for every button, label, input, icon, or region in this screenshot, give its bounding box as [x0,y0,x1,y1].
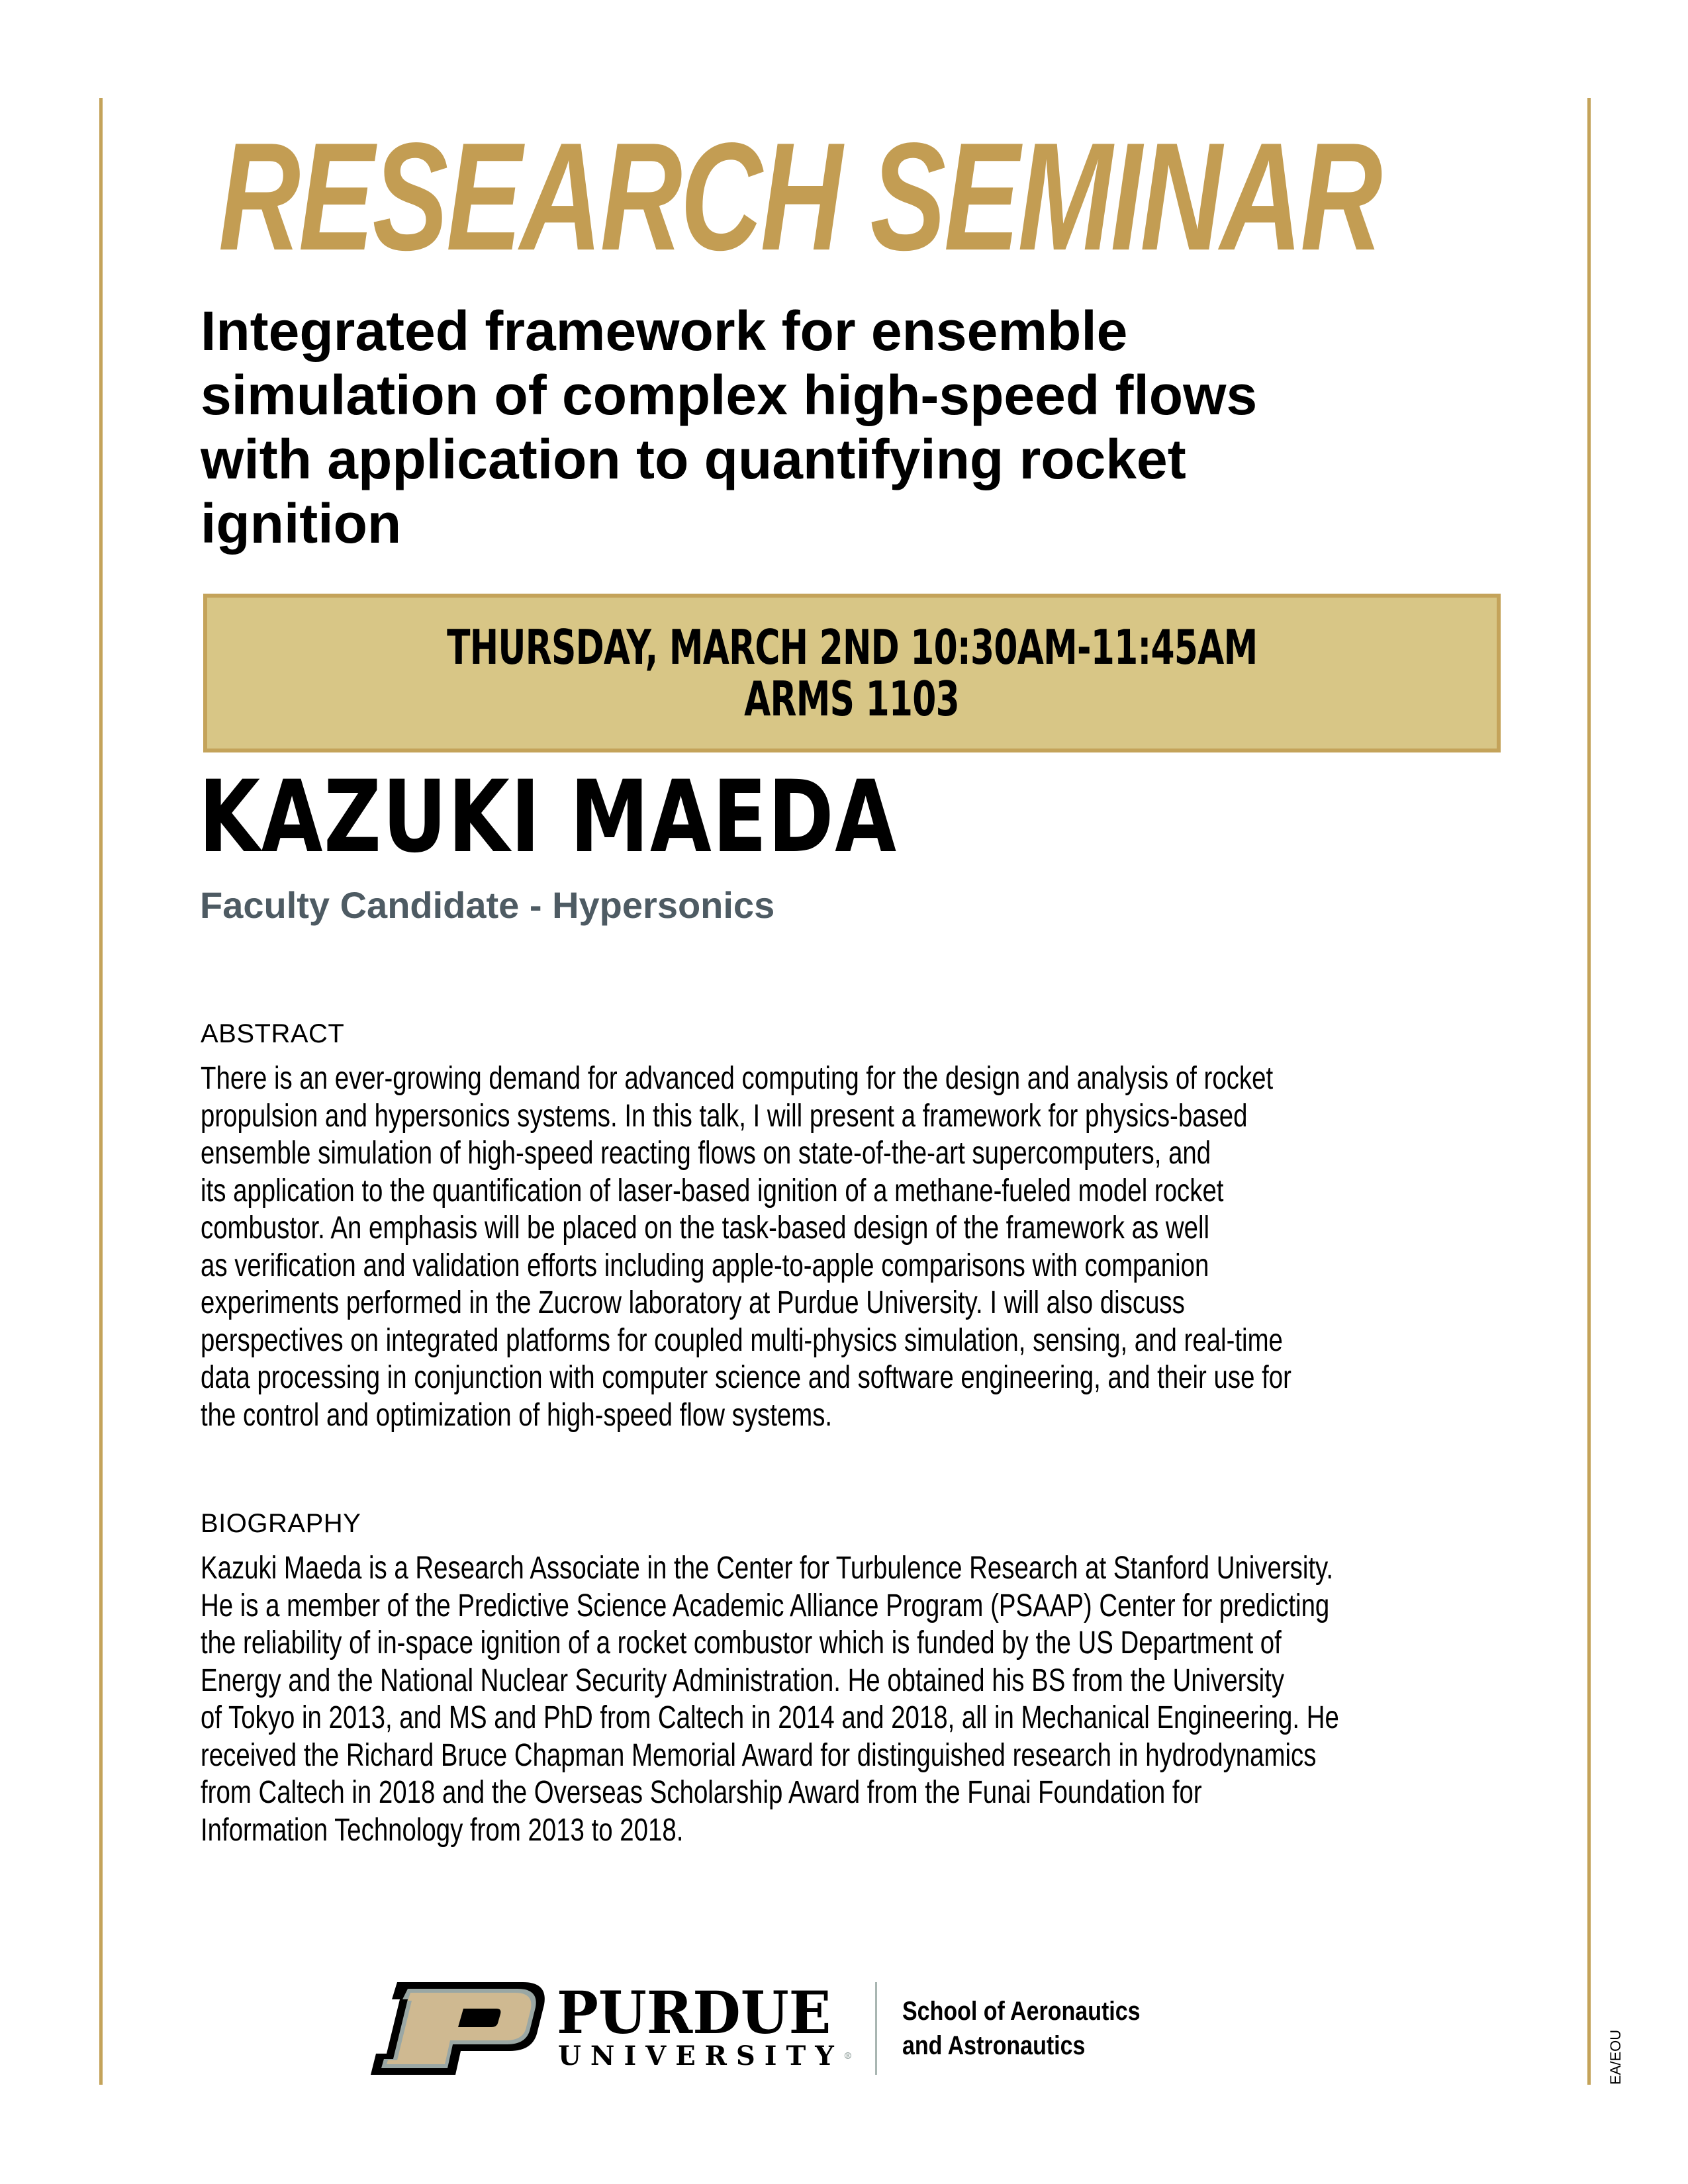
abstract-line: ensemble simulation of high-speed reacting flows on state-of-the-art supercomputers, and [201,1136,1211,1171]
speaker-name: KAZUKI MAEDA [199,760,898,875]
biography-line: Energy and the National Nuclear Security Administration. He obtained his BS from the University [201,1662,1285,1698]
abstract-body [201,1060,1472,1434]
biography-line: the reliability of in-space ignition of a rocket combustor which is funded by the US Department of [201,1625,1282,1661]
school-name [902,1994,1141,2063]
left-border-line [99,98,103,2085]
talk-title-line: ignition [201,492,402,555]
biography-line: of Tokyo in 2013, and MS and PhD from Caltech in 2014 and 2018, all in Mechanical Engineering. He [201,1700,1339,1735]
purdue-footer-logo [371,1979,1182,2078]
abstract-line: data processing in conjunction with computer science and software engineering, and their use for [201,1360,1291,1395]
biography-line: received the Richard Bruce Chapman Memorial Award for distinguished research in hydrodynamics [201,1737,1317,1773]
banner-title: RESEARCH SEMINAR [218,111,1381,283]
biography-body [201,1550,1472,1849]
talk-title [201,299,1524,556]
abstract-heading: ABSTRACT [201,1019,345,1048]
abstract-line: as verification and validation efforts including apple-to-apple comparisons with companion [201,1248,1209,1283]
abstract-line: perspectives on integrated platforms for coupled multi-physics simulation, sensing, and real-time [201,1322,1283,1358]
document-code: EA/EOU [1607,2029,1624,2085]
abstract-line: its application to the quantification of laser-based ignition of a methane-fueled model rocket [201,1173,1224,1208]
purdue-p-icon [371,1982,553,2075]
school-name-line: and Astronautics [902,2031,1086,2060]
biography-heading: BIOGRAPHY [201,1509,361,1538]
talk-title-line: Integrated framework for ensemble [201,300,1128,362]
biography-line: from Caltech in 2018 and the Overseas Scholarship Award from the Funai Foundation for [201,1775,1202,1810]
wordmark-purdue: PURDUE [557,1978,831,2047]
abstract-line: propulsion and hypersonics systems. In this talk, I will present a framework for physics-based [201,1098,1248,1134]
event-location: ARMS 1103 [744,671,960,727]
footer-divider [875,1982,877,2075]
talk-title-line: with application to quantifying rocket [201,428,1186,490]
talk-title-line: simulation of complex high-speed flows [201,364,1258,426]
speaker-role: Faculty Candidate - Hypersonics [200,884,775,926]
event-info-box [203,594,1501,752]
biography-line: He is a member of the Predictive Science Academic Alliance Program (PSAAP) Center for predicting [201,1588,1330,1623]
wordmark-university-text: UNIVERSITY [558,2040,843,2071]
biography-line: Information Technology from 2013 to 2018. [201,1812,684,1848]
event-datetime: THURSDAY, MARCH 2ND 10:30AM-11:45AM [446,619,1258,675]
school-name-line: School of Aeronautics [902,1997,1141,2026]
abstract-line: experiments performed in the Zucrow laboratory at Purdue University. I will also discuss [201,1285,1185,1320]
right-border-line [1587,98,1591,2085]
abstract-line: There is an ever-growing demand for advanced computing for the design and analysis of rocket [201,1061,1274,1096]
abstract-line: the control and optimization of high-speed flow systems. [201,1397,833,1433]
biography-line: Kazuki Maeda is a Research Associate in the Center for Turbulence Research at Stanford University. [201,1551,1334,1586]
purdue-wordmark [557,1978,853,2072]
abstract-line: combustor. An emphasis will be placed on the task-based design of the framework as well [201,1210,1209,1246]
registered-mark: ® [843,2051,853,2062]
